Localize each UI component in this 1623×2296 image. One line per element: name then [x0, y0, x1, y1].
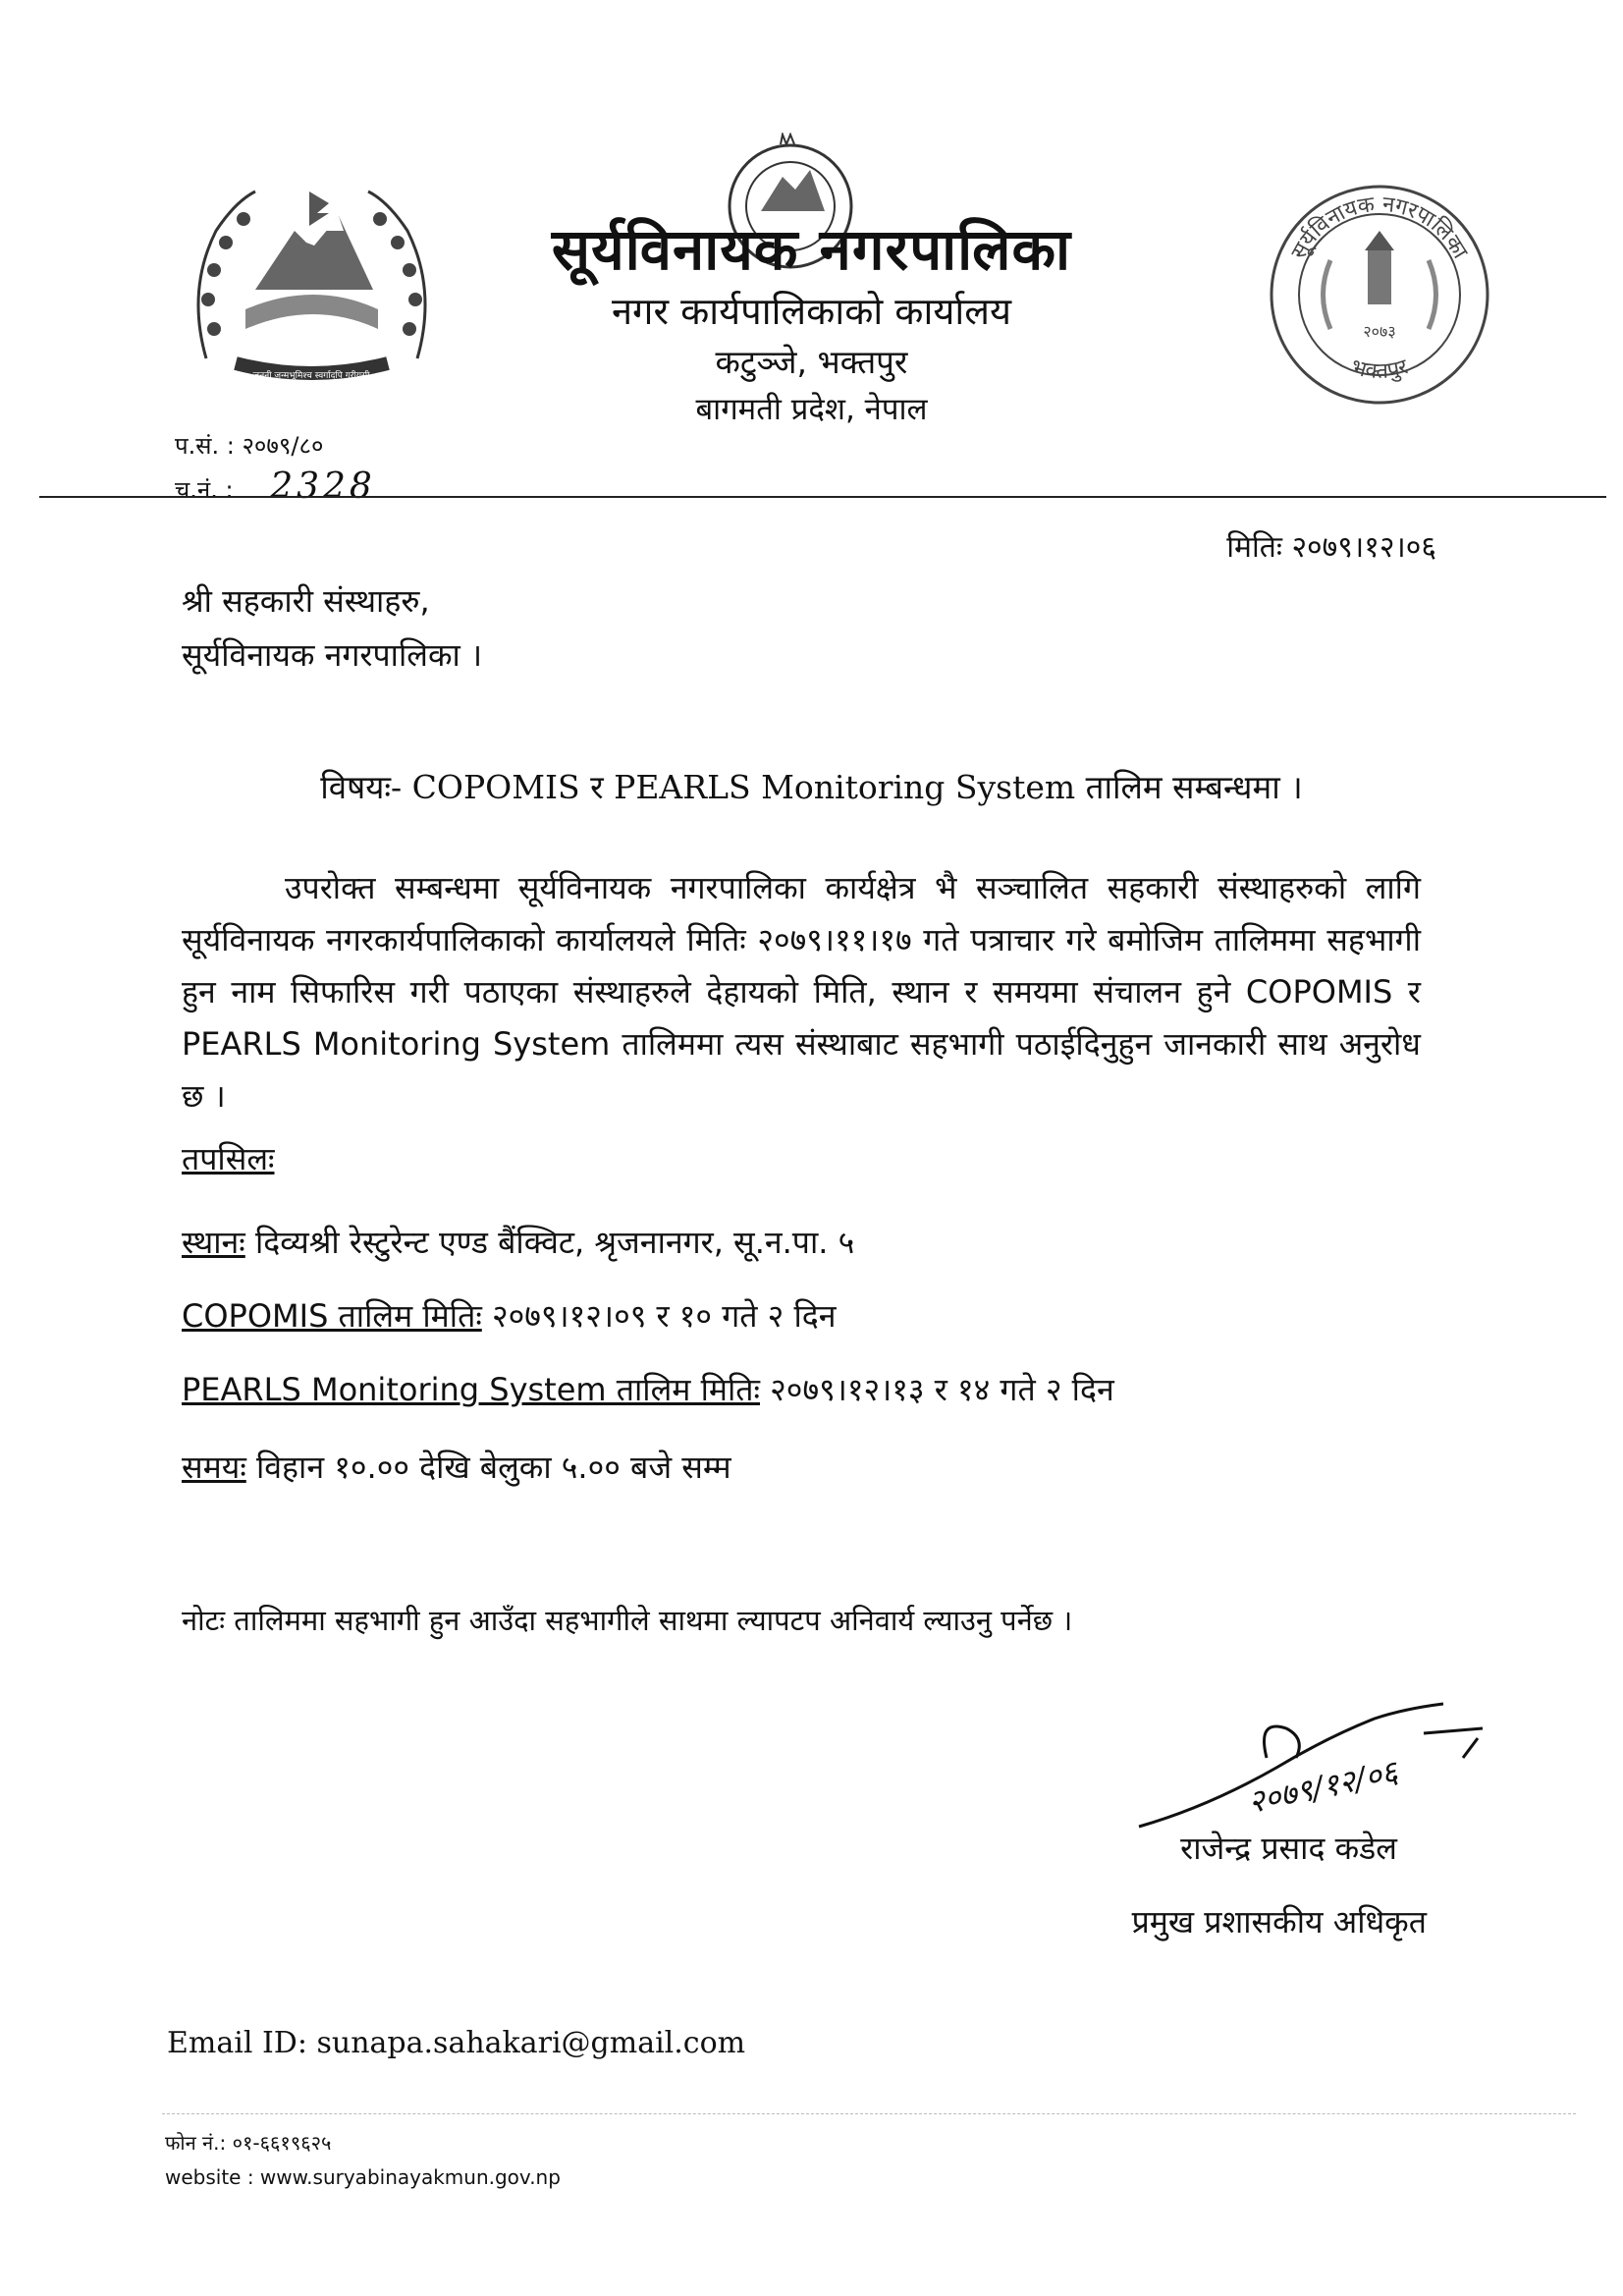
subject-line: विषयः- COPOMIS र PEARLS Monitoring System तालिम सम्बन्धमा । — [320, 768, 1303, 806]
copomis-row — [182, 1294, 837, 1337]
header-divider — [39, 496, 1606, 498]
signatory-name: राजेन्द्र प्रसाद कडेल — [1180, 1830, 1397, 1867]
pearls-label: PEARLS Monitoring System तालिम मितिः — [182, 1371, 760, 1408]
dispatch-number-row — [175, 466, 376, 507]
province-country: बागमती प्रदेश, नेपाल — [695, 392, 928, 427]
seal-bottom-text: भक्तपुर — [1348, 355, 1411, 384]
footer-phone: फोन नं.: ०१-६६१९६२५ — [165, 2131, 332, 2155]
time-row — [182, 1446, 731, 1488]
body-paragraph: उपरोक्त सम्बन्धमा सूर्यविनायक नगरपालिका कार्यक्षेत्र भै सञ्चालित सहकारी संस्थाहरुको लागि सूर्यविनायक नगरकार्यपालिकाको कार्यालयले मितिः २०७९।११।१७ गते पत्राचार गरे बमोजिम तालिममा सहभागी हुन नाम सिफारिस गरी पठाएका संस्थाहरुले देहायको मिति, स्थान र समयमा संचालन हुने COPOMIS र PEARLS Monitoring System तालिममा त्यस संस्थाबाट सहभागी पठाईदिनुहुन जानकारी साथ अनुरोध छ । — [182, 869, 1421, 1115]
office-address: कटुञ्जे, भक्तपुर — [715, 343, 908, 381]
venue-value: दिव्यश्री रेस्टुरेन्ट एण्ड बैंक्विट, श्रृजनानगर, सू.न.पा. ५ — [254, 1224, 855, 1261]
footer-website: website : www.suryabinayakmun.gov.np — [165, 2165, 561, 2189]
email-id: Email ID: sunapa.sahakari@gmail.com — [167, 2026, 746, 2060]
emblem-motto: जननी जन्मभूमिश्च स्वर्गादपि गरीयसी — [252, 371, 370, 381]
pearls-row — [182, 1368, 1114, 1410]
note: नोटः तालिममा सहभागी हुन आउँदा सहभागीले साथमा ल्यापटप अनिवार्य ल्याउनु पर्नेछ । — [182, 1604, 1073, 1637]
dispatch-label: च.नं. : — [175, 476, 234, 504]
pearls-date: २०७९।१२।१३ र १४ गते २ दिन — [770, 1371, 1114, 1408]
seal-top-text: सूर्यविनायक नगरपालिका — [1286, 191, 1473, 264]
footer-divider — [162, 2113, 1576, 2114]
municipality-title: सूर्यविनायक नगरपालिका — [551, 216, 1072, 283]
time-label: समयः — [182, 1449, 246, 1486]
letter-number: प.सं. : २०७९/८० — [175, 432, 324, 460]
copomis-date: २०७९।१२।०९ र १० गते २ दिन — [491, 1297, 837, 1335]
venue-label: स्थानः — [182, 1224, 245, 1261]
dispatch-number: 2328 — [270, 466, 376, 507]
details-heading: तपसिलः — [182, 1140, 275, 1177]
signatory-title: प्रमुख प्रशासकीय अधिकृत — [1131, 1903, 1427, 1941]
signature — [1129, 1699, 1502, 1846]
addressee-line-1: श्री सहकारी संस्थाहरु, — [182, 582, 430, 620]
copomis-label: COPOMIS तालिम मितिः — [182, 1297, 482, 1335]
letter-date: मितिः २०७९।१२।०६ — [1226, 530, 1436, 565]
addressee-line-2: सूर्यविनायक नगरपालिका । — [182, 636, 483, 674]
office-name: नगर कार्यपालिकाको कार्यालय — [611, 290, 1012, 333]
time-value: विहान १०.०० देखि बेलुका ५.०० बजे सम्म — [255, 1449, 731, 1486]
venue-row — [182, 1221, 854, 1263]
seal-year: २०७३ — [1363, 322, 1396, 341]
signature-date: २०७९/१२/०६ — [1244, 1752, 1401, 1822]
